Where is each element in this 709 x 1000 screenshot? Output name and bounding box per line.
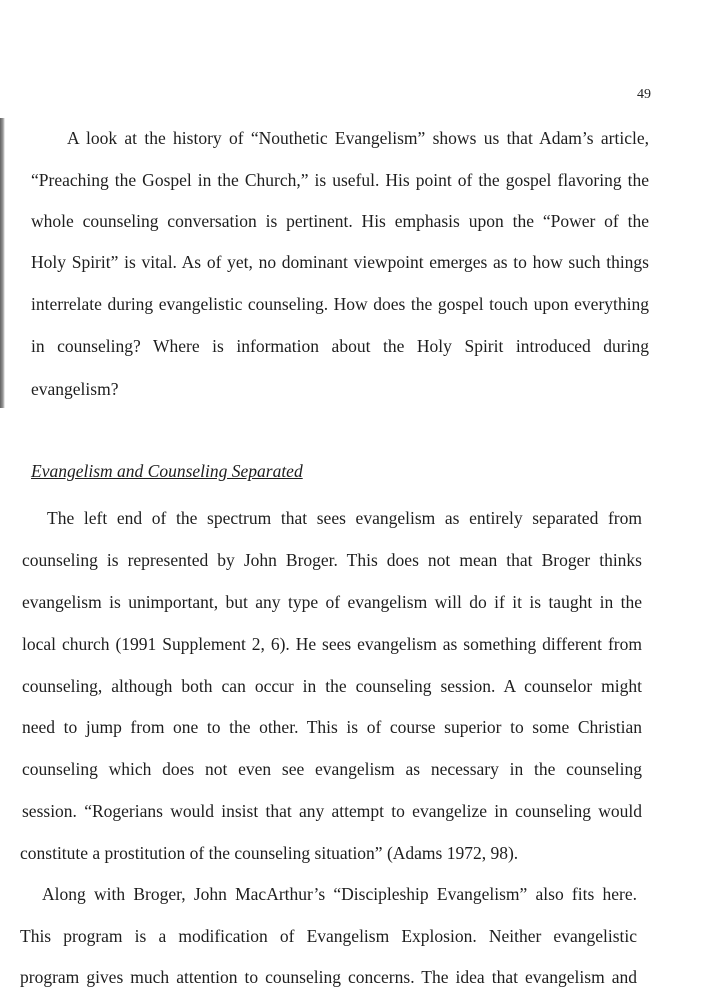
- paragraph-2-line-2: counseling is represented by John Broger. This does not mean that Broger thinks: [22, 550, 642, 570]
- paragraph-2-line-4: local church (1991 Supplement 2, 6). He sees evangelism as something different from: [22, 634, 642, 654]
- paragraph-1-line-2: “Preaching the Gospel in the Church,” is useful. His point of the gospel flavoring the: [31, 170, 649, 190]
- paragraph-3-line-2: This program is a modification of Evangelism Explosion. Neither evangelistic: [20, 926, 637, 946]
- paragraph-1-line-7: evangelism?: [31, 379, 119, 399]
- scan-shadow-edge: [0, 118, 5, 408]
- paragraph-2-line-1: The left end of the spectrum that sees evangelism as entirely separated from: [47, 508, 642, 528]
- paragraph-1-line-6: in counseling? Where is information about the Holy Spirit introduced during: [31, 336, 649, 356]
- paragraph-2-line-9: constitute a prostitution of the counseling situation” (Adams 1972, 98).: [20, 843, 519, 863]
- paragraph-2-line-8: session. “Rogerians would insist that any attempt to evangelize in counseling would: [22, 801, 642, 821]
- paragraph-2-line-6: need to jump from one to the other. This is of course superior to some Christian: [22, 717, 642, 737]
- paragraph-2-line-3: evangelism is unimportant, but any type of evangelism will do if it is taught in the: [22, 592, 642, 612]
- paragraph-1-line-1: A look at the history of “Nouthetic Evangelism” shows us that Adam’s article,: [67, 128, 649, 148]
- section-heading: Evangelism and Counseling Separated: [31, 461, 303, 481]
- paragraph-2-line-5: counseling, although both can occur in the counseling session. A counselor might: [22, 676, 642, 696]
- paragraph-2-line-7: counseling which does not even see evangelism as necessary in the counseling: [22, 759, 642, 779]
- page-number: 49: [637, 87, 651, 102]
- paragraph-3-line-3: program gives much attention to counseling concerns. The idea that evangelism and: [20, 967, 637, 987]
- paragraph-3-line-1: Along with Broger, John MacArthur’s “Discipleship Evangelism” also fits here.: [42, 884, 637, 904]
- paragraph-1-line-3: whole counseling conversation is pertinent. His emphasis upon the “Power of the: [31, 211, 649, 231]
- paragraph-1-line-5: interrelate during evangelistic counseling. How does the gospel touch upon everything: [31, 294, 649, 314]
- paragraph-1-line-4: Holy Spirit” is vital. As of yet, no dominant viewpoint emerges as to how such things: [31, 252, 649, 272]
